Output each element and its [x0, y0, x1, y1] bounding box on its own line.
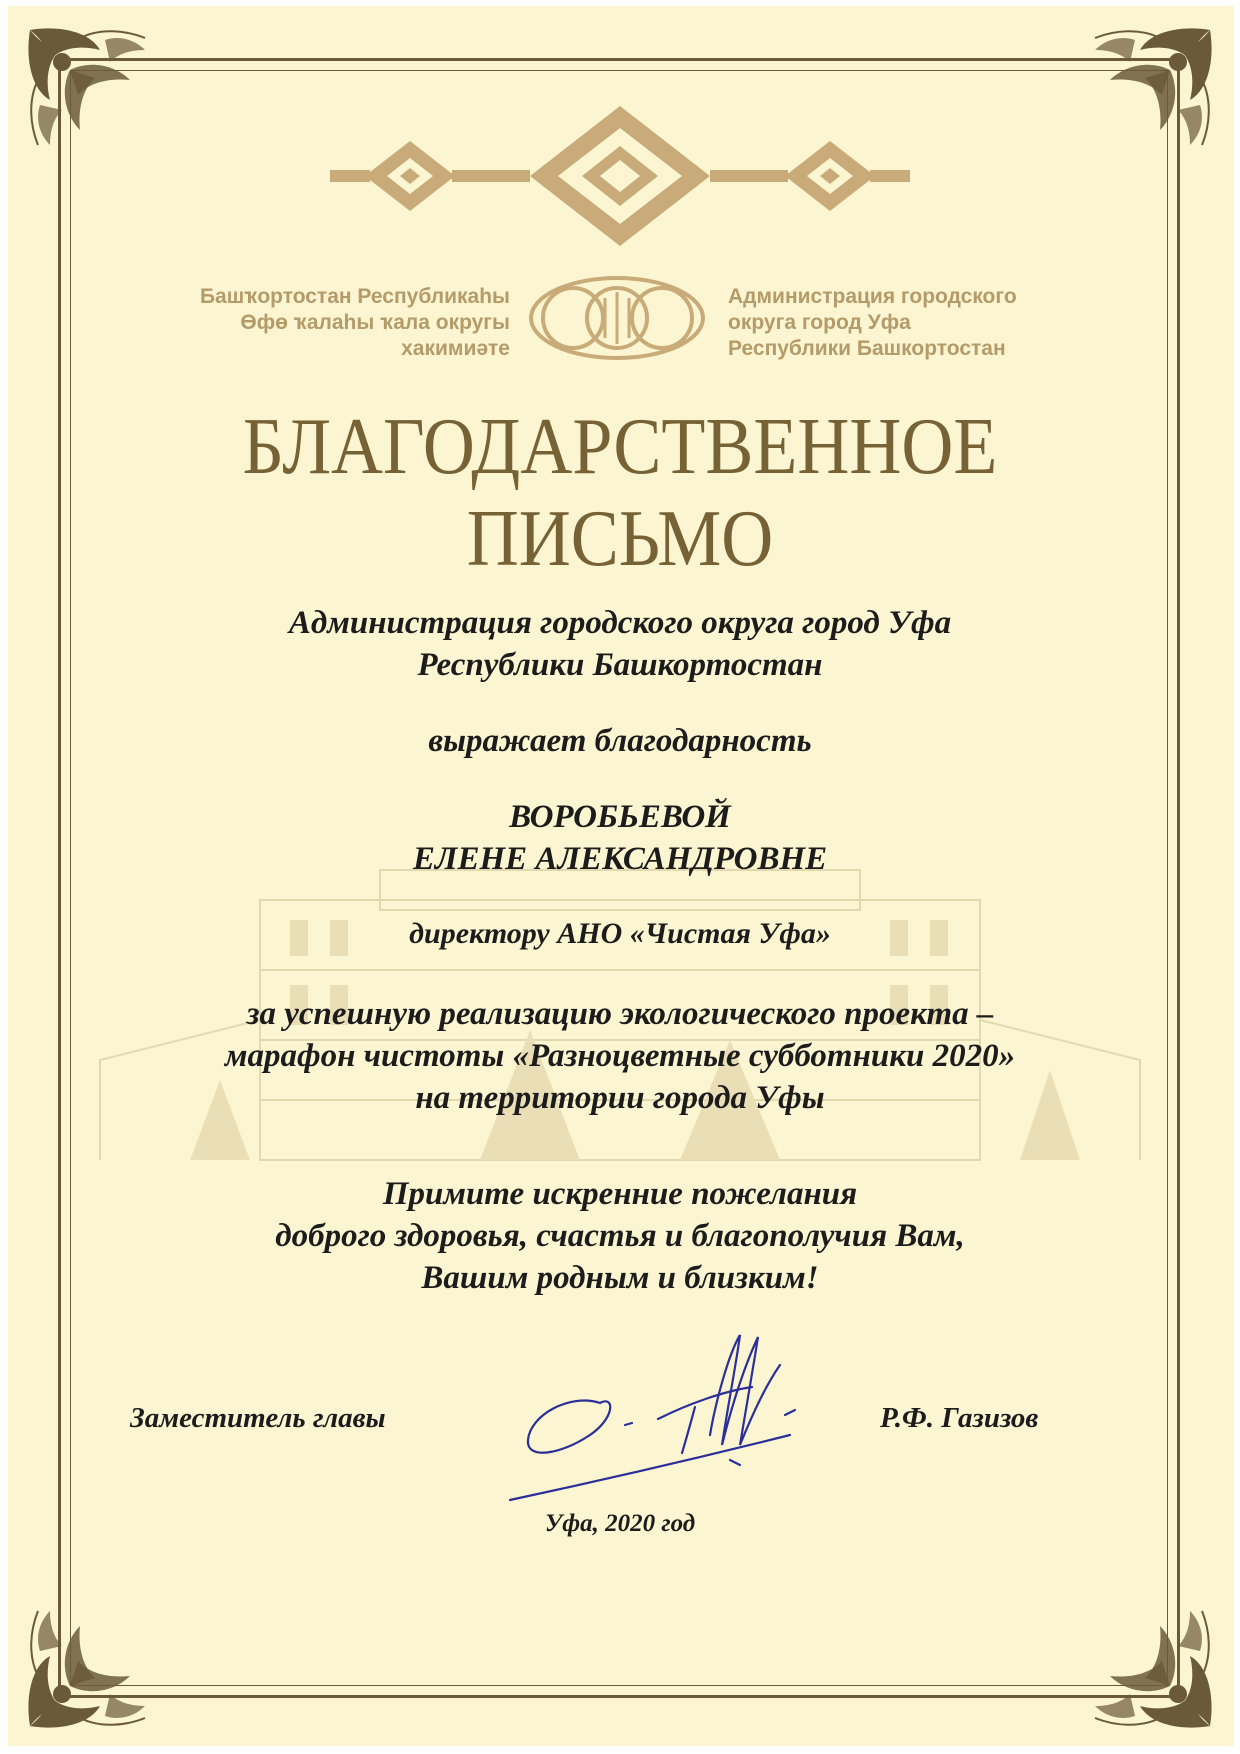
bashkir-ornament-icon [330, 96, 910, 256]
header-right-line: округа город Уфа [728, 311, 911, 334]
header-left-line: хакимиәте [401, 337, 510, 360]
wishes-line1: Примите искренние пожелания [382, 1176, 858, 1212]
floral-corner-icon [1070, 20, 1220, 170]
wishes-line3: Вашим родным и близким! [421, 1260, 819, 1296]
wishes-line2: доброго здоровья, счастья и благополучия Вам, [275, 1218, 965, 1254]
header-right-line: Администрация городского [728, 285, 1017, 308]
header-right-russian [728, 284, 1108, 362]
header-right-line: Республики Башкортостан [728, 337, 1006, 360]
floral-corner-icon [20, 1586, 170, 1736]
floral-corner-icon [1070, 1586, 1220, 1736]
recipient-position: директору АНО «Чистая Уфа» [409, 917, 831, 950]
ufa-emblem-icon [525, 272, 710, 364]
handwritten-signature [490, 1295, 830, 1505]
signatory-name: Р.Ф. Газизов [880, 1402, 1039, 1434]
header-left-line: Өфө ҡалаһы ҡала округы [240, 311, 510, 334]
place-and-date: Уфа, 2020 год [544, 1510, 696, 1537]
reason-line3: на территории города Уфы [415, 1080, 825, 1116]
recipient-name: ЕЛЕНЕ АЛЕКСАНДРОВНЕ [412, 841, 828, 877]
document-title-line2: ПИСЬМО [466, 495, 774, 583]
reason-line1: за успешную реализацию экологического проекта – [246, 996, 994, 1032]
reason-line2: марафон чистоты «Разноцветные субботники 2020» [224, 1038, 1016, 1074]
signatory-position: Заместитель главы [130, 1402, 386, 1434]
floral-corner-icon [20, 20, 170, 170]
recipient-surname: ВОРОБЬЕВОЙ [509, 799, 731, 835]
header-left-bashkir [140, 284, 510, 362]
expresses-gratitude: выражает благодарность [428, 723, 812, 759]
issuer-line2: Республики Башкортостан [417, 647, 823, 683]
issuer-line1: Администрация городского округа город Уфа [288, 605, 952, 641]
header-left-line: Башҡортостан Республикаһы [199, 285, 510, 308]
document-title-line1: БЛАГОДАРСТВЕННОЕ [242, 403, 998, 491]
